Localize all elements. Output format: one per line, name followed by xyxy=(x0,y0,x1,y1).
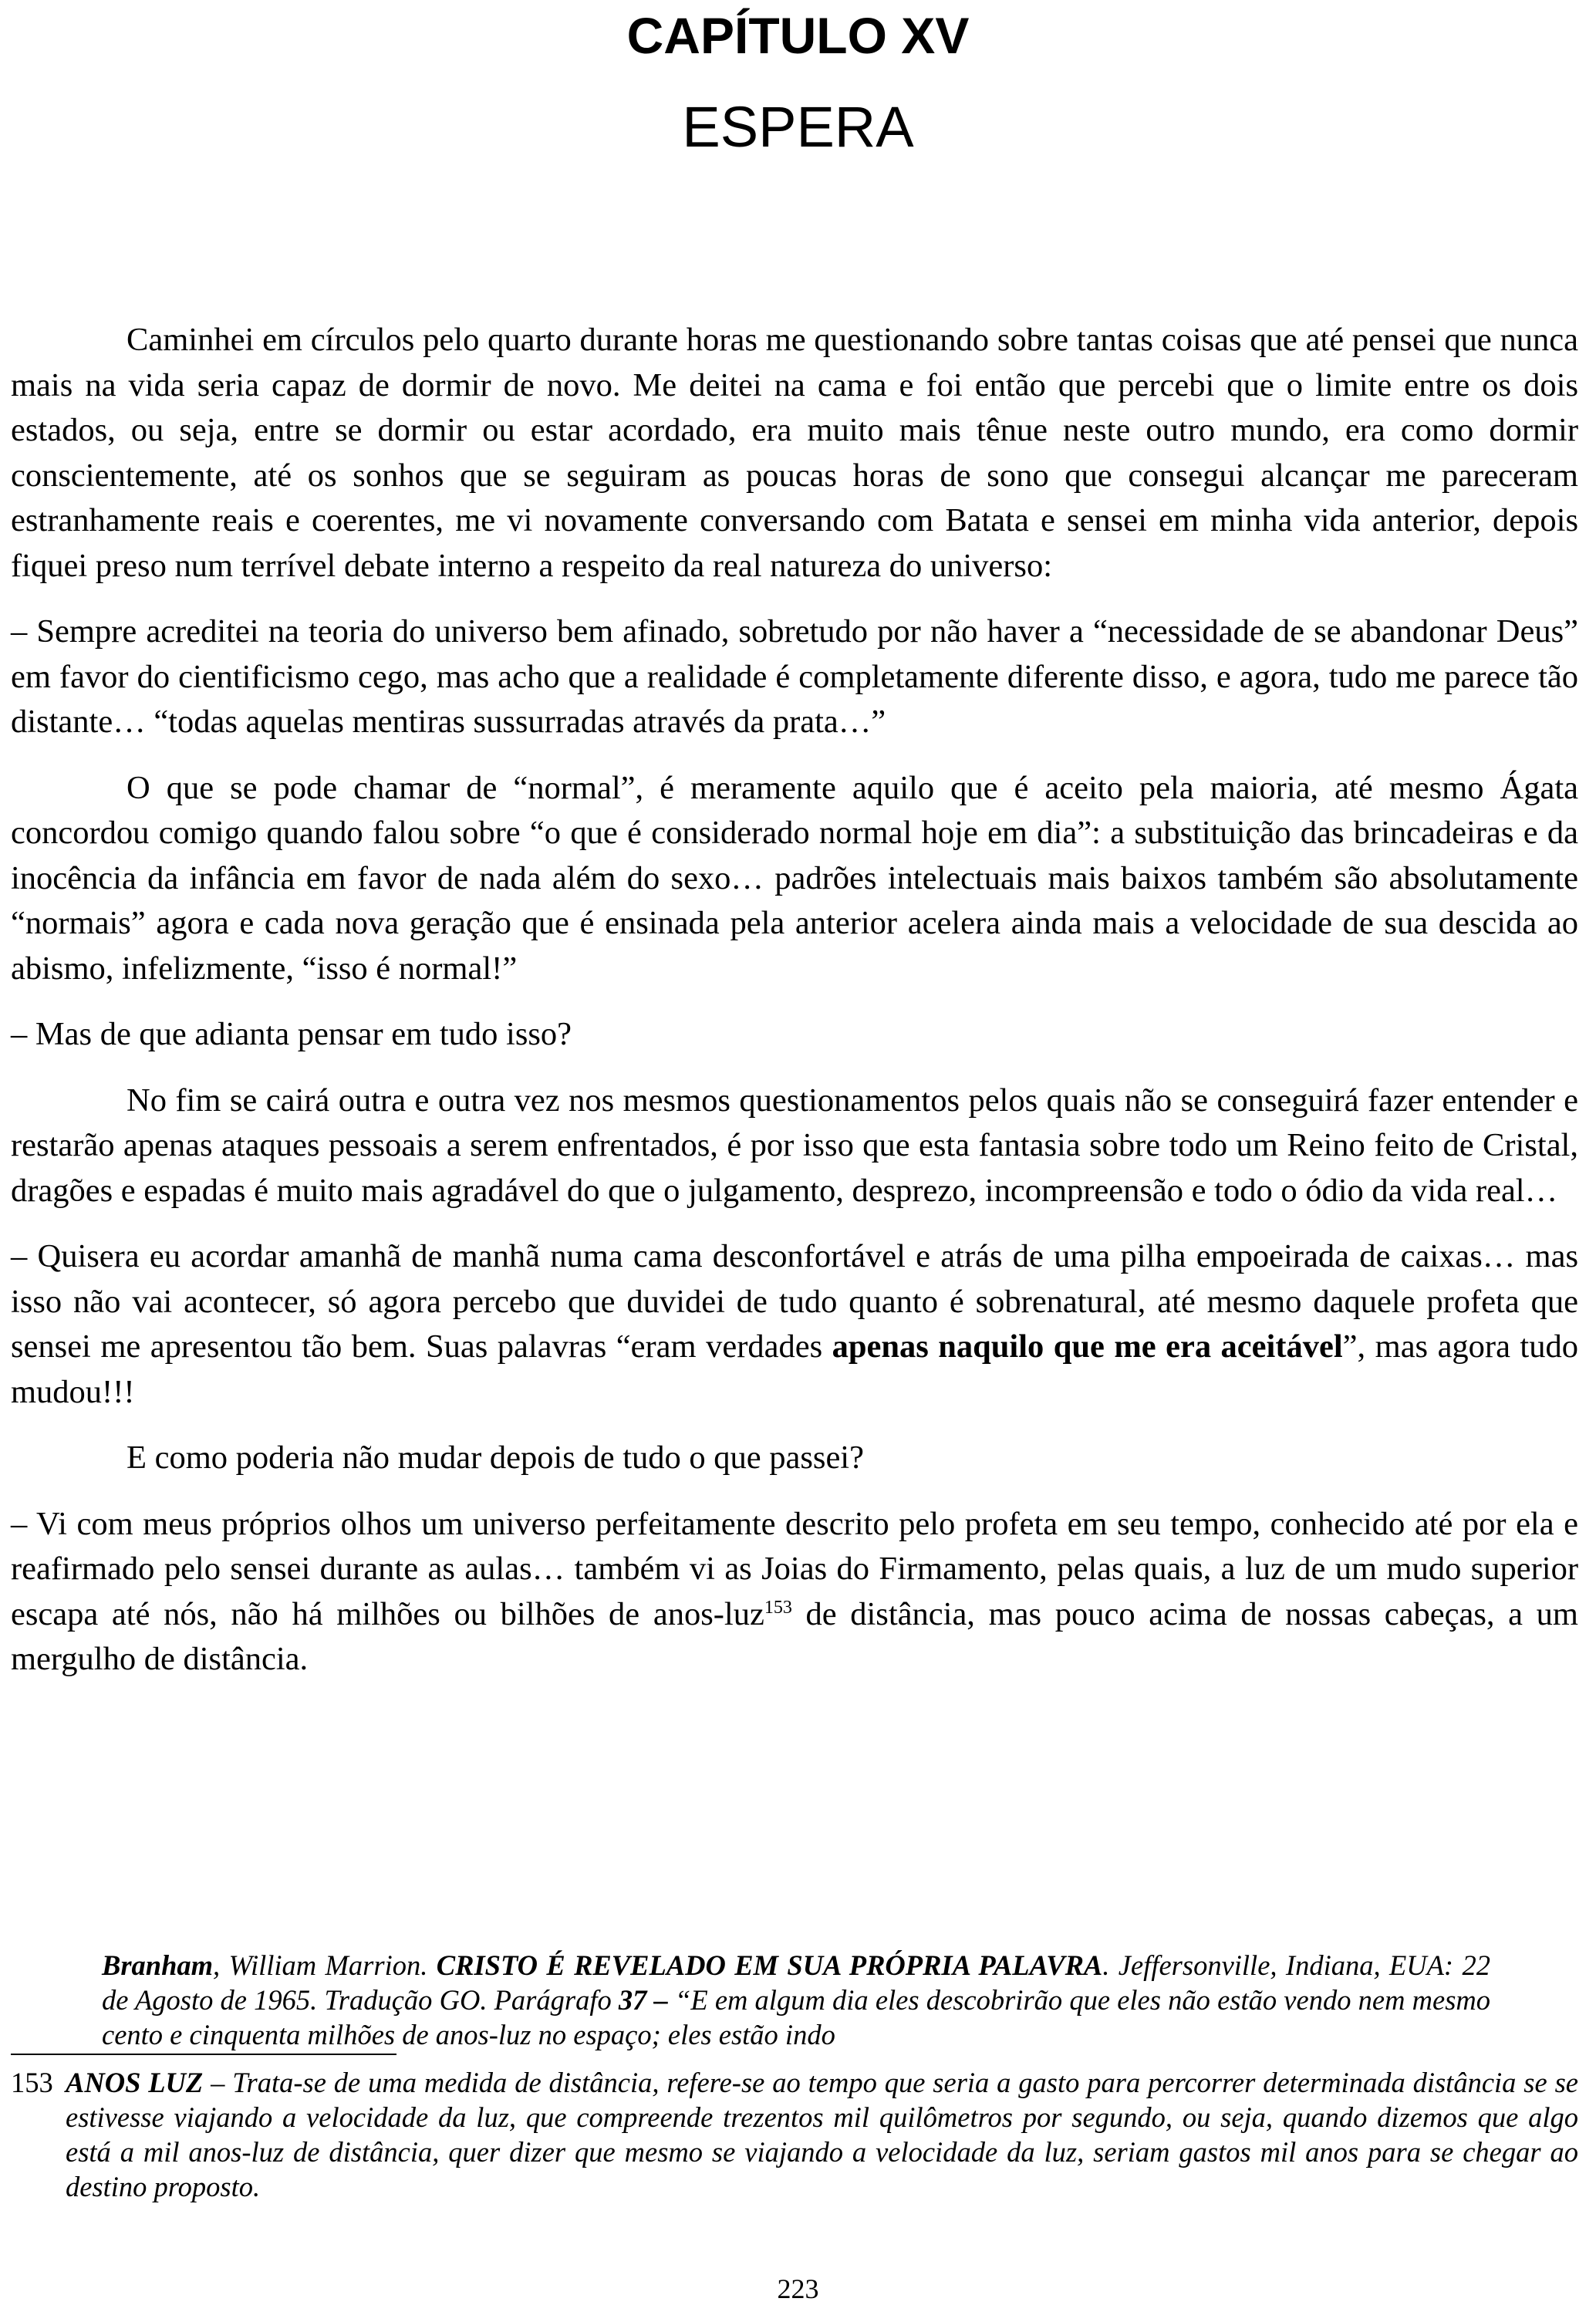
footnote xyxy=(11,2065,1578,2204)
citation-author: Branham xyxy=(102,1949,214,1981)
citation-title: CRISTO É REVELADO EM SUA PRÓPRIA PALAVRA xyxy=(436,1949,1103,1981)
paragraph-1: Caminhei em círculos pelo quarto durante horas me questionando sobre tantas coisas que até pensei que nunca mais na vida seria capaz de dormir de novo. Me deitei na cama e foi então que percebi que o limite entre os dois estados, ou seja, entre se dormir ou estar acordado, era muito mais tênue neste outro mundo, era como dormir conscientemente, até os sonhos que se seguiram as poucas horas de sono que consegui alcançar me pareceram estranhamente reais e coerentes, me vi novamente conversando com Batata e sensei em minha vida anterior, depois fiquei preso num terrível debate interno a respeito da real natureza do universo: xyxy=(11,322,1578,584)
paragraph-7: E como poderia não mudar depois de tudo o que passei? xyxy=(127,1439,864,1476)
footnote-number: 153 xyxy=(11,2067,53,2098)
footnote-divider xyxy=(11,2054,396,2055)
paragraph-6-start: – Quisera eu acordar amanhã de manhã numa cama desconfortável e atrás de uma pilha empoeirada de caixas… mas isso não vai acontecer, só agora percebo que duvidei de tudo quanto é sobrenatural, até mesmo daquele profeta que sensei me apresentou tão bem. Suas palavras “eram verdades xyxy=(11,1238,1578,1365)
footnote-text: – Trata-se de uma medida de distância, refere-se ao tempo que seria a gasto para percorrer determinada distância se se estivesse viajando a velocidade da luz, que compreende trezentos mil quilômetros por segundo, ou seja, quando dizemos que algo está a mil anos-luz de distância, quer dizer que mesmo se viajando a velocidade da luz, seriam gastos mil anos para se chegar ao destino proposto. xyxy=(66,2067,1578,2202)
page-number: 223 xyxy=(777,2273,819,2304)
paragraph-5: No fim se cairá outra e outra vez nos mesmos questionamentos pelos quais não se conseguirá fazer entender e restarão apenas ataques pessoais a serem enfrentados, é por isso que esta fantasia sobre todo um Reino feito de Cristal, dragões e espadas é muito mais agradável do que o julgamento, desprezo, incompreensão e todo o ódio da vida real… xyxy=(11,1082,1578,1209)
paragraph-4: – Mas de que adianta pensar em tudo isso? xyxy=(11,1016,572,1052)
citation-quote xyxy=(102,1948,1490,2052)
paragraph-2: – Sempre acreditei na teoria do universo bem afinado, sobretudo por não haver a “necessidade de se abandonar Deus” em favor do cientificismo cego, mas acho que a realidade é completamente diferente disso, e agora, tudo me parece tão distante… “todas aquelas mentiras sussurradas através da prata…” xyxy=(11,613,1578,740)
chapter-title: CAPÍTULO XV xyxy=(626,7,970,64)
footnote-term: ANOS LUZ xyxy=(66,2067,204,2098)
paragraph-6-end: ”, mas agora tudo mudou!!! xyxy=(11,1328,1578,1410)
footnote-reference: 153 xyxy=(764,1597,792,1618)
footnote-body xyxy=(66,2065,1578,2204)
chapter-subtitle: ESPERA xyxy=(682,95,914,159)
paragraph-6 xyxy=(11,1234,1578,1415)
citation-paragraph: 37 – xyxy=(618,1984,668,2016)
citation-excerpt: “E em algum dia eles descobrirão que eles não estão vendo nem mesmo cento e cinquenta milhões de anos-luz no espaço; eles estão indo xyxy=(102,1984,1491,2050)
citation-author-rest: , William Marrion. xyxy=(213,1949,437,1981)
paragraph-8-start: – Vi com meus próprios olhos um universo perfeitamente descrito pelo profeta em seu tempo, conhecido até por ela e reafirmado pelo sensei durante as aulas… também vi as Joias do Firmamento, pelas quais, a luz de um mudo superior escapa até nós, não há milhões ou bilhões de anos-luz xyxy=(11,1505,1578,1632)
chapter-body xyxy=(11,318,1578,1703)
citation-details: . Jeffersonville, Indiana, EUA: 22 de Agosto de 1965. Tradução GO. Parágrafo xyxy=(102,1949,1490,2016)
paragraph-8 xyxy=(11,1502,1578,1682)
paragraph-8-end: de distância, mas pouco acima de nossas cabeças, a um mergulho de distância. xyxy=(11,1595,1578,1677)
paragraph-6-bold: apenas naquilo que me era aceitável xyxy=(832,1328,1343,1365)
paragraph-3: O que se pode chamar de “normal”, é meramente aquilo que é aceito pela maioria, até mesmo Ágata concordou comigo quando falou sobre “o que é considerado normal hoje em dia”: a substituição das brincadeiras e da inocência da infância em favor de nada além do sexo… padrões intelectuais mais baixos também são absolutamente “normais” agora e cada nova geração que é ensinada pela anterior acelera ainda mais a velocidade de sua descida ao abismo, infelizmente, “isso é normal!” xyxy=(11,769,1578,987)
